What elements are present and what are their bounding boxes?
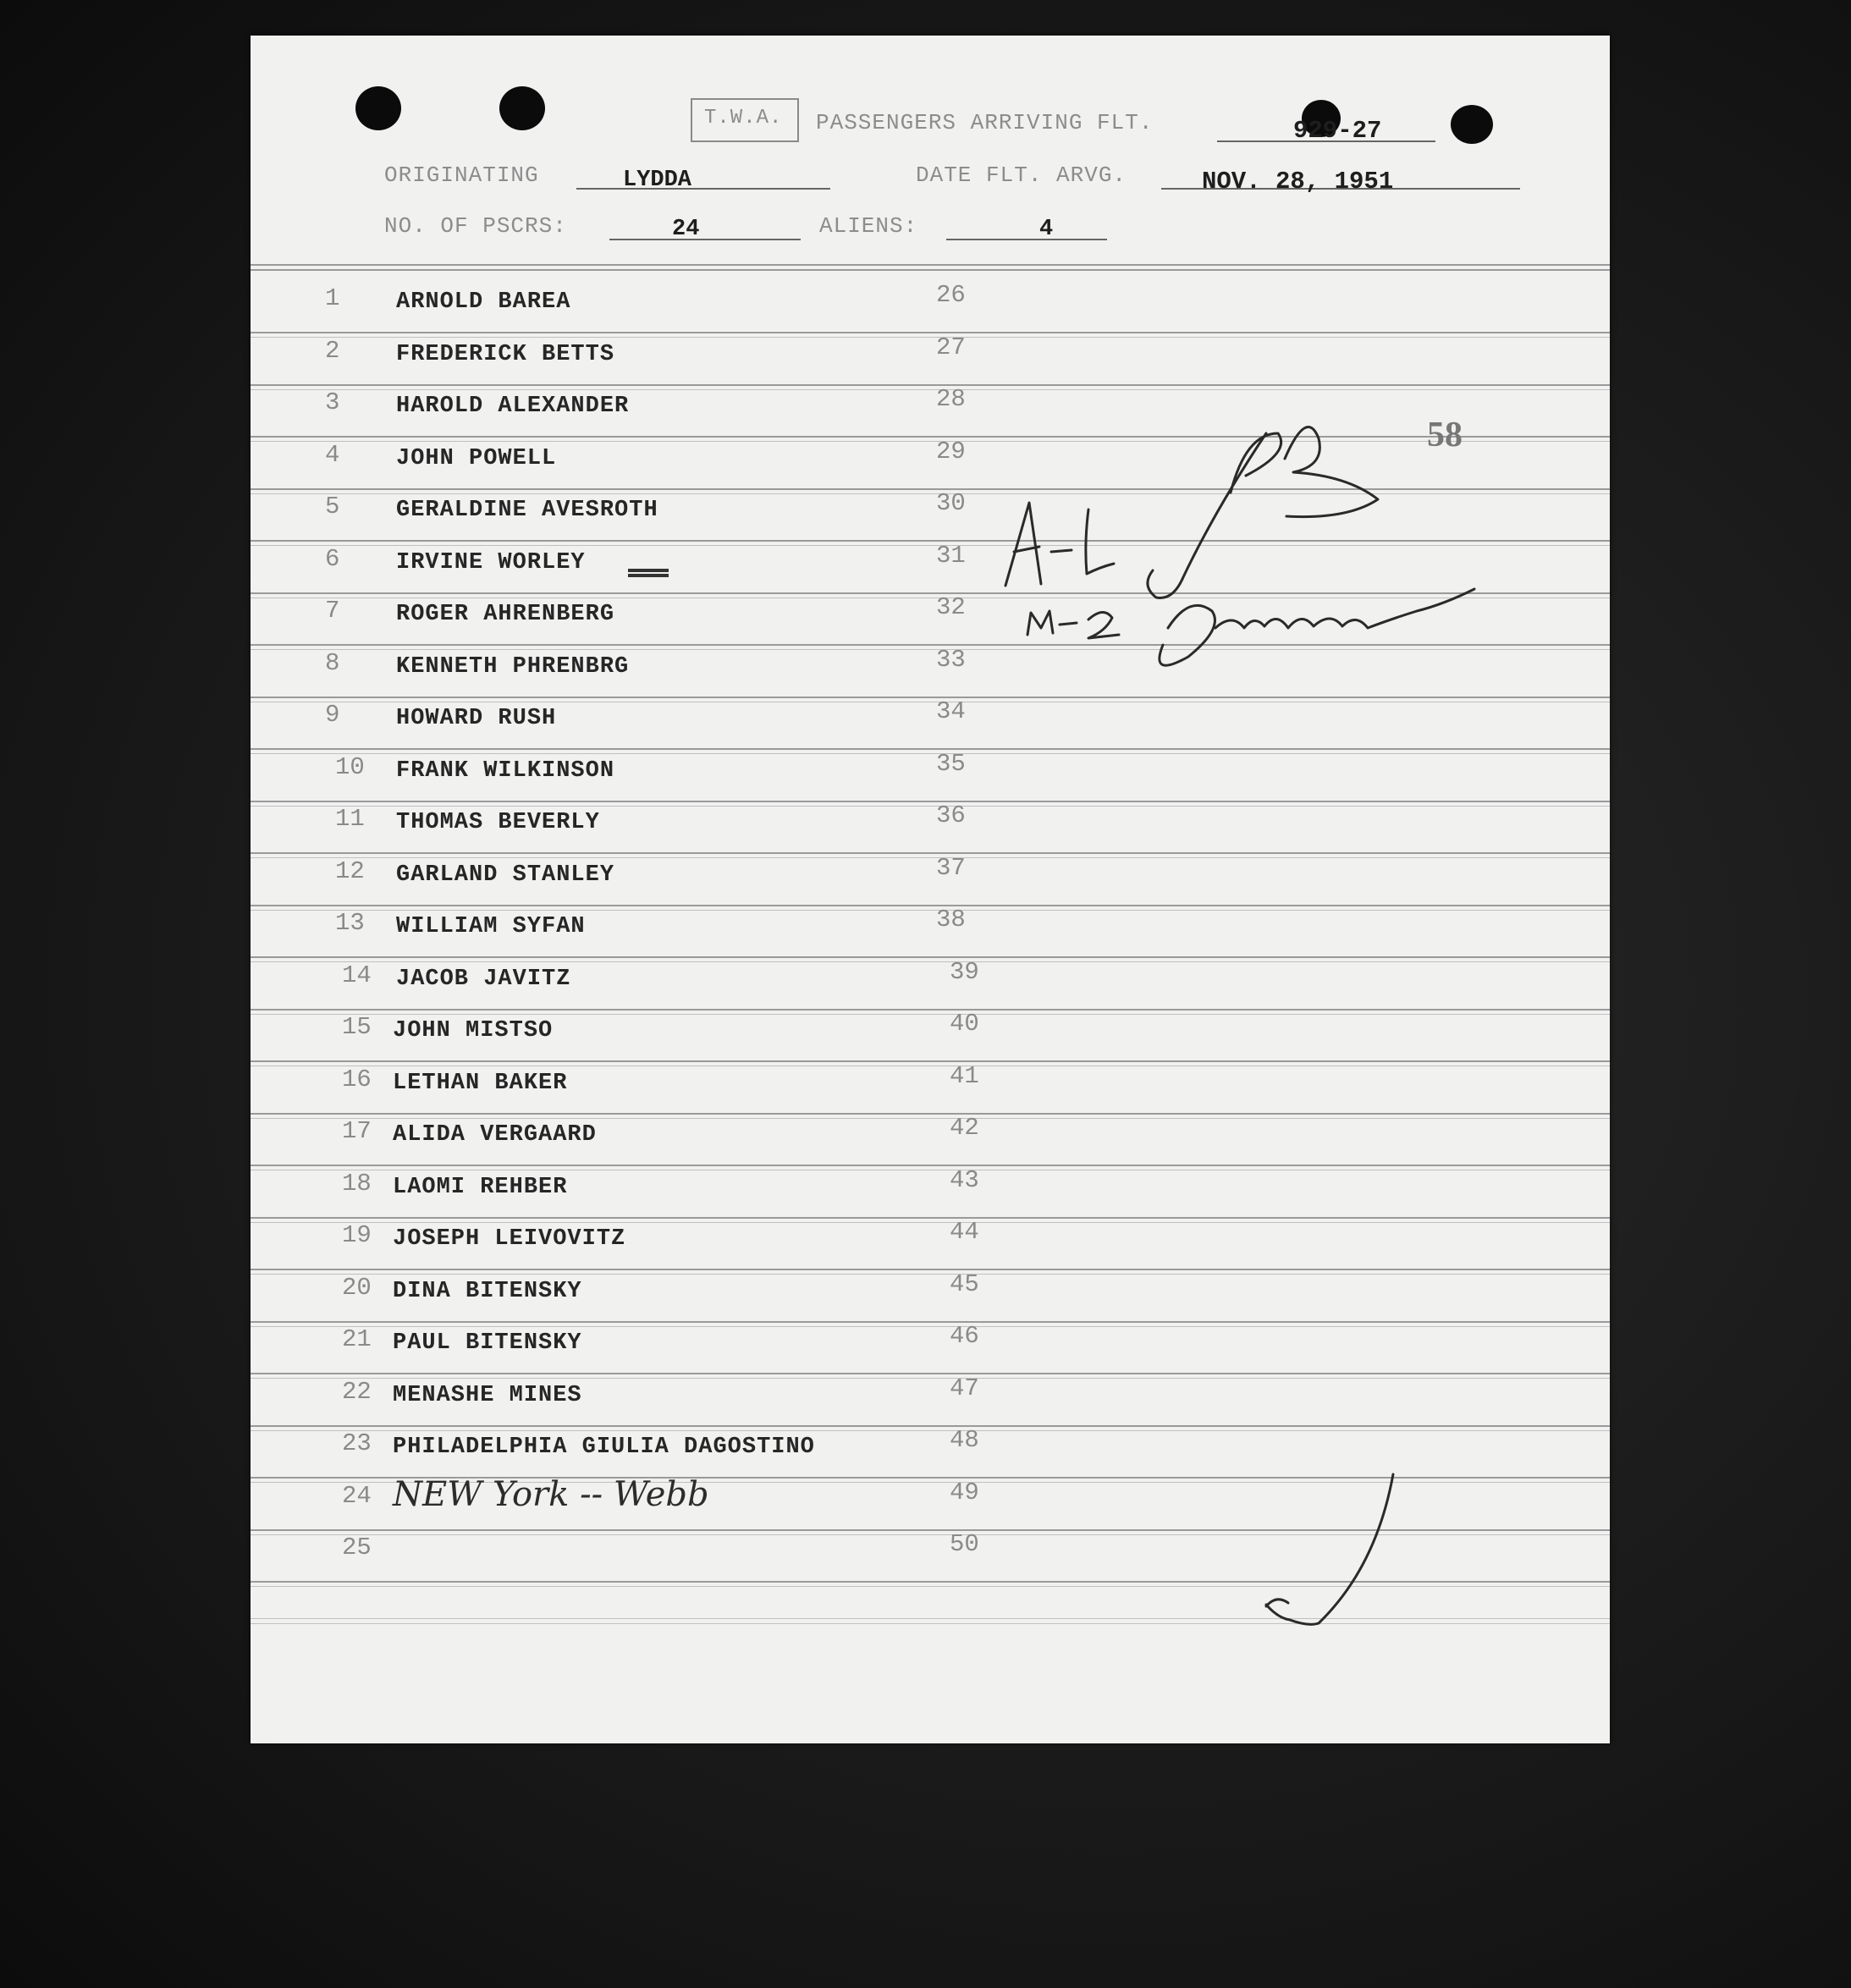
originating-value: LYDDA	[623, 168, 692, 193]
passenger-name: FREDERICK BETTS	[396, 341, 615, 367]
right-row-number: 30	[936, 489, 966, 517]
row-number: 12	[335, 856, 365, 885]
row-number: 16	[342, 1065, 372, 1093]
row-number: 6	[325, 544, 340, 573]
row-number: 8	[325, 648, 340, 677]
right-row-number: 43	[950, 1165, 979, 1194]
row-number: 22	[342, 1377, 372, 1406]
right-row-number: 38	[936, 906, 966, 933]
row-number: 9	[325, 701, 340, 729]
row-number: 10	[335, 752, 365, 781]
row-number: 25	[342, 1534, 372, 1561]
passenger-name: GARLAND STANLEY	[396, 862, 615, 888]
date-label: DATE FLT. ARVG.	[916, 162, 1127, 188]
row-number: 11	[335, 805, 365, 833]
row-number: 23	[342, 1429, 372, 1457]
right-row-number: 39	[950, 957, 979, 986]
passenger-name: LETHAN BAKER	[393, 1070, 568, 1096]
aliens-value: 4	[1039, 217, 1054, 242]
passenger-name: IRVINE WORLEY	[396, 549, 586, 575]
right-row-number: 35	[936, 749, 966, 778]
row-number: 19	[342, 1221, 372, 1249]
pscrs-label: NO. OF PSCRS:	[384, 213, 567, 239]
handwriting-annotations	[251, 36, 1610, 1743]
right-row-number: 31	[936, 541, 966, 570]
row-number: 15	[342, 1013, 372, 1041]
pscrs-value: 24	[672, 217, 700, 242]
flight-number: 929-27	[1293, 117, 1382, 145]
row-number: 5	[325, 493, 340, 520]
right-row-number: 28	[936, 385, 966, 413]
row-number: 21	[342, 1325, 372, 1353]
passenger-name: PAUL BITENSKY	[393, 1330, 582, 1356]
row-number: 13	[335, 909, 365, 937]
right-row-number: 37	[936, 853, 966, 882]
right-row-number: 50	[950, 1530, 979, 1558]
right-row-number: 40	[950, 1010, 979, 1038]
passenger-name: FRANK WILKINSON	[396, 757, 615, 784]
row-number: 2	[325, 336, 340, 365]
passenger-name: WILLIAM SYFAN	[396, 914, 586, 939]
originating-label: ORIGINATING	[384, 162, 539, 188]
date-value: NOV. 28, 1951	[1202, 168, 1394, 195]
passenger-name: JACOB JAVITZ	[396, 966, 571, 992]
passenger-name: MENASHE MINES	[393, 1382, 582, 1408]
passenger-name: LAOMI REHBER	[393, 1174, 568, 1200]
row-number: 4	[325, 440, 340, 469]
right-row-number: 29	[936, 437, 966, 465]
row-number: 3	[325, 388, 340, 416]
row-number: 20	[342, 1273, 372, 1302]
passenger-name: ALIDA VERGAARD	[393, 1122, 597, 1148]
passenger-name: THOMAS BEVERLY	[396, 810, 600, 835]
tag-text: T.W.A.	[704, 107, 783, 129]
aliens-label: ALIENS:	[819, 213, 918, 239]
manifest-sheet	[251, 36, 1610, 1743]
right-row-number: 34	[936, 697, 966, 725]
right-row-number: 26	[936, 281, 966, 309]
passenger-name: KENNETH PHRENBRG	[396, 653, 630, 680]
passenger-name: JOSEPH LEIVOVITZ	[393, 1226, 626, 1252]
passenger-name: GERALDINE AVESROTH	[396, 498, 658, 523]
row-number: 17	[342, 1117, 372, 1145]
passenger-name: HOWARD RUSH	[396, 706, 557, 731]
right-row-number: 33	[936, 645, 966, 674]
right-row-number: 48	[950, 1426, 979, 1454]
right-row-number: 32	[936, 593, 966, 621]
right-row-number: 41	[950, 1061, 979, 1090]
right-row-number: 36	[936, 801, 966, 829]
right-row-number: 47	[950, 1374, 979, 1402]
passenger-name: JOHN MISTSO	[393, 1018, 554, 1044]
right-row-number: 46	[950, 1322, 979, 1350]
passenger-name: JOHN POWELL	[396, 445, 557, 471]
right-row-number: 44	[950, 1218, 979, 1246]
stamp-number: 58	[1427, 416, 1463, 454]
row-number: 14	[342, 961, 372, 989]
passenger-name: DINA BITENSKY	[393, 1278, 582, 1304]
right-row-number: 27	[936, 333, 966, 361]
passenger-name: NEW York -- Webb	[393, 1474, 709, 1514]
row-number: 1	[325, 284, 340, 312]
row-number: 7	[325, 597, 340, 625]
right-row-number: 49	[950, 1478, 979, 1506]
header-title: PASSENGERS ARRIVING FLT.	[816, 110, 1154, 135]
passenger-name: PHILADELPHIA GIULIA DAGOSTINO	[393, 1435, 815, 1460]
row-number: 18	[342, 1169, 372, 1198]
right-row-number: 42	[950, 1114, 979, 1142]
passenger-name: ROGER AHRENBERG	[396, 602, 615, 627]
passenger-name: ARNOLD BAREA	[396, 289, 571, 315]
passenger-name: HAROLD ALEXANDER	[396, 394, 630, 419]
row-number: 24	[342, 1481, 372, 1510]
right-row-number: 45	[950, 1269, 979, 1298]
